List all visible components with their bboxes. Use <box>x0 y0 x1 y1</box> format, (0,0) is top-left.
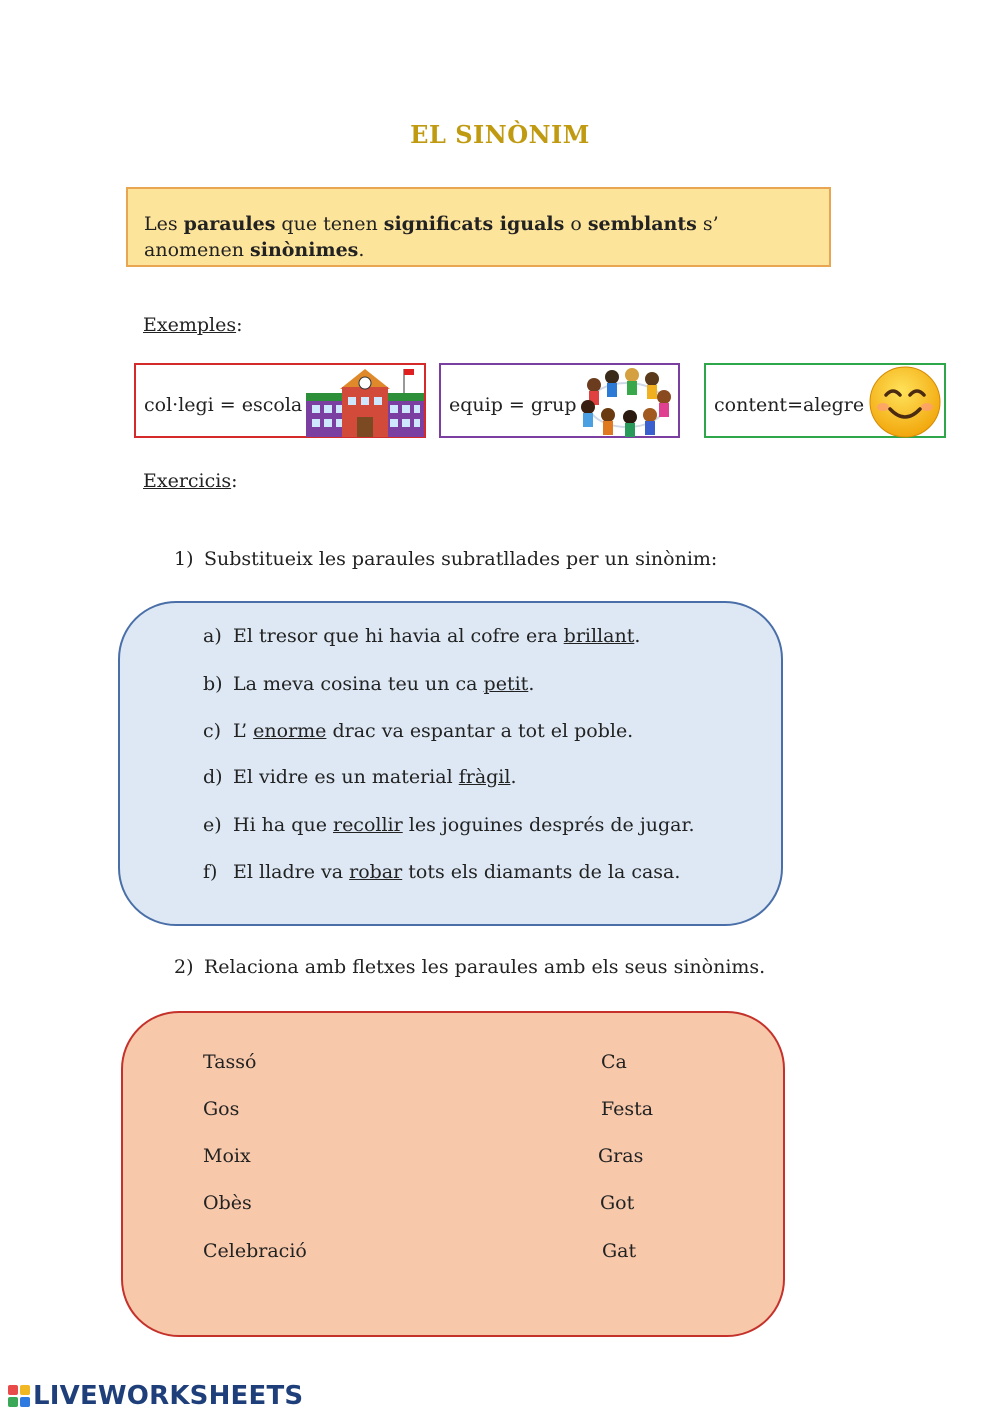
instruction-text: Substitueix les paraules subratllades per un sinònim: <box>204 548 718 570</box>
item-text: El tresor que hi havia al cofre era <box>233 625 564 647</box>
match-right-word[interactable]: Got <box>600 1192 635 1214</box>
underlined-word: enorme <box>253 720 327 742</box>
exercises-heading <box>143 470 238 492</box>
example-card-school <box>134 363 426 438</box>
definition-text: Les <box>144 213 184 235</box>
item-text: El lladre va <box>233 861 350 883</box>
exercises-colon: : <box>231 470 238 492</box>
liveworksheets-logo <box>8 1381 303 1411</box>
item-text: Hi ha que <box>233 814 333 836</box>
kids-circle-icon <box>578 367 676 437</box>
list-item <box>203 766 517 788</box>
item-key: d) <box>203 766 223 788</box>
logo-icon <box>8 1385 30 1407</box>
definition-bold: paraules <box>183 213 276 235</box>
logo-text: LIVEWORKSHEETS <box>33 1381 304 1411</box>
match-left-word[interactable]: Moix <box>203 1145 251 1167</box>
item-text: . <box>528 673 535 695</box>
item-text: . <box>634 625 641 647</box>
item-text: La meva cosina teu un ca <box>233 673 484 695</box>
underlined-word: brillant <box>563 625 635 647</box>
definition-bold: significats iguals <box>383 213 565 235</box>
exercise-number: 2) <box>174 956 194 978</box>
item-key: a) <box>203 625 222 647</box>
underlined-word: robar <box>349 861 403 883</box>
underlined-word: fràgil <box>458 766 511 788</box>
examples-colon: : <box>236 314 243 336</box>
definition-text: o <box>564 213 588 235</box>
item-text: drac va espantar a tot el poble. <box>326 720 634 742</box>
item-text: L’ <box>233 720 254 742</box>
item-key: e) <box>203 814 222 836</box>
examples-heading <box>143 314 243 336</box>
match-right-word[interactable]: Gras <box>598 1145 644 1167</box>
list-item <box>203 720 633 742</box>
page-title: EL SINÒNIM <box>410 120 590 149</box>
item-key: f) <box>203 861 218 883</box>
smiley-icon <box>866 365 944 439</box>
example-card-group <box>439 363 680 438</box>
examples-label: Exemples <box>143 314 237 336</box>
list-item <box>203 814 694 836</box>
list-item <box>203 673 534 695</box>
instruction-text: Relaciona amb fletxes les paraules amb els seus sinònims. <box>204 956 766 978</box>
match-left-word[interactable]: Obès <box>203 1192 252 1214</box>
match-left-word[interactable]: Tassó <box>203 1051 257 1073</box>
definition-text: s’ anomenen <box>144 213 719 261</box>
exercise-2-instruction <box>174 956 765 978</box>
underlined-word: recollir <box>332 814 403 836</box>
exercises-label: Exercicis <box>143 470 232 492</box>
match-left-word[interactable]: Gos <box>203 1098 240 1120</box>
match-right-word[interactable]: Ca <box>601 1051 627 1073</box>
definition-bold: sinònimes <box>250 239 359 261</box>
underlined-word: petit <box>483 673 529 695</box>
list-item <box>203 625 640 647</box>
definition-text: que tenen <box>275 213 384 235</box>
exercise-number: 1) <box>174 548 194 570</box>
item-key: b) <box>203 673 223 695</box>
example-text: equip = grup <box>449 394 577 416</box>
example-text: col·legi = escola <box>144 394 303 416</box>
item-text: tots els diamants de la casa. <box>402 861 681 883</box>
item-key: c) <box>203 720 222 742</box>
item-text: les joguines després de jugar. <box>402 814 695 836</box>
definition-box <box>126 187 831 267</box>
school-icon <box>306 367 424 437</box>
item-text: El vidre es un material <box>233 766 459 788</box>
match-left-word[interactable]: Celebració <box>203 1240 307 1262</box>
list-item <box>203 861 680 883</box>
definition-bold: semblants <box>587 213 697 235</box>
definition-text: . <box>358 239 365 261</box>
match-right-word[interactable]: Gat <box>602 1240 637 1262</box>
item-text: . <box>510 766 517 788</box>
match-right-word[interactable]: Festa <box>601 1098 654 1120</box>
example-card-happy <box>704 363 946 438</box>
example-text: content=alegre <box>714 394 865 416</box>
exercise-1-instruction <box>174 548 717 570</box>
